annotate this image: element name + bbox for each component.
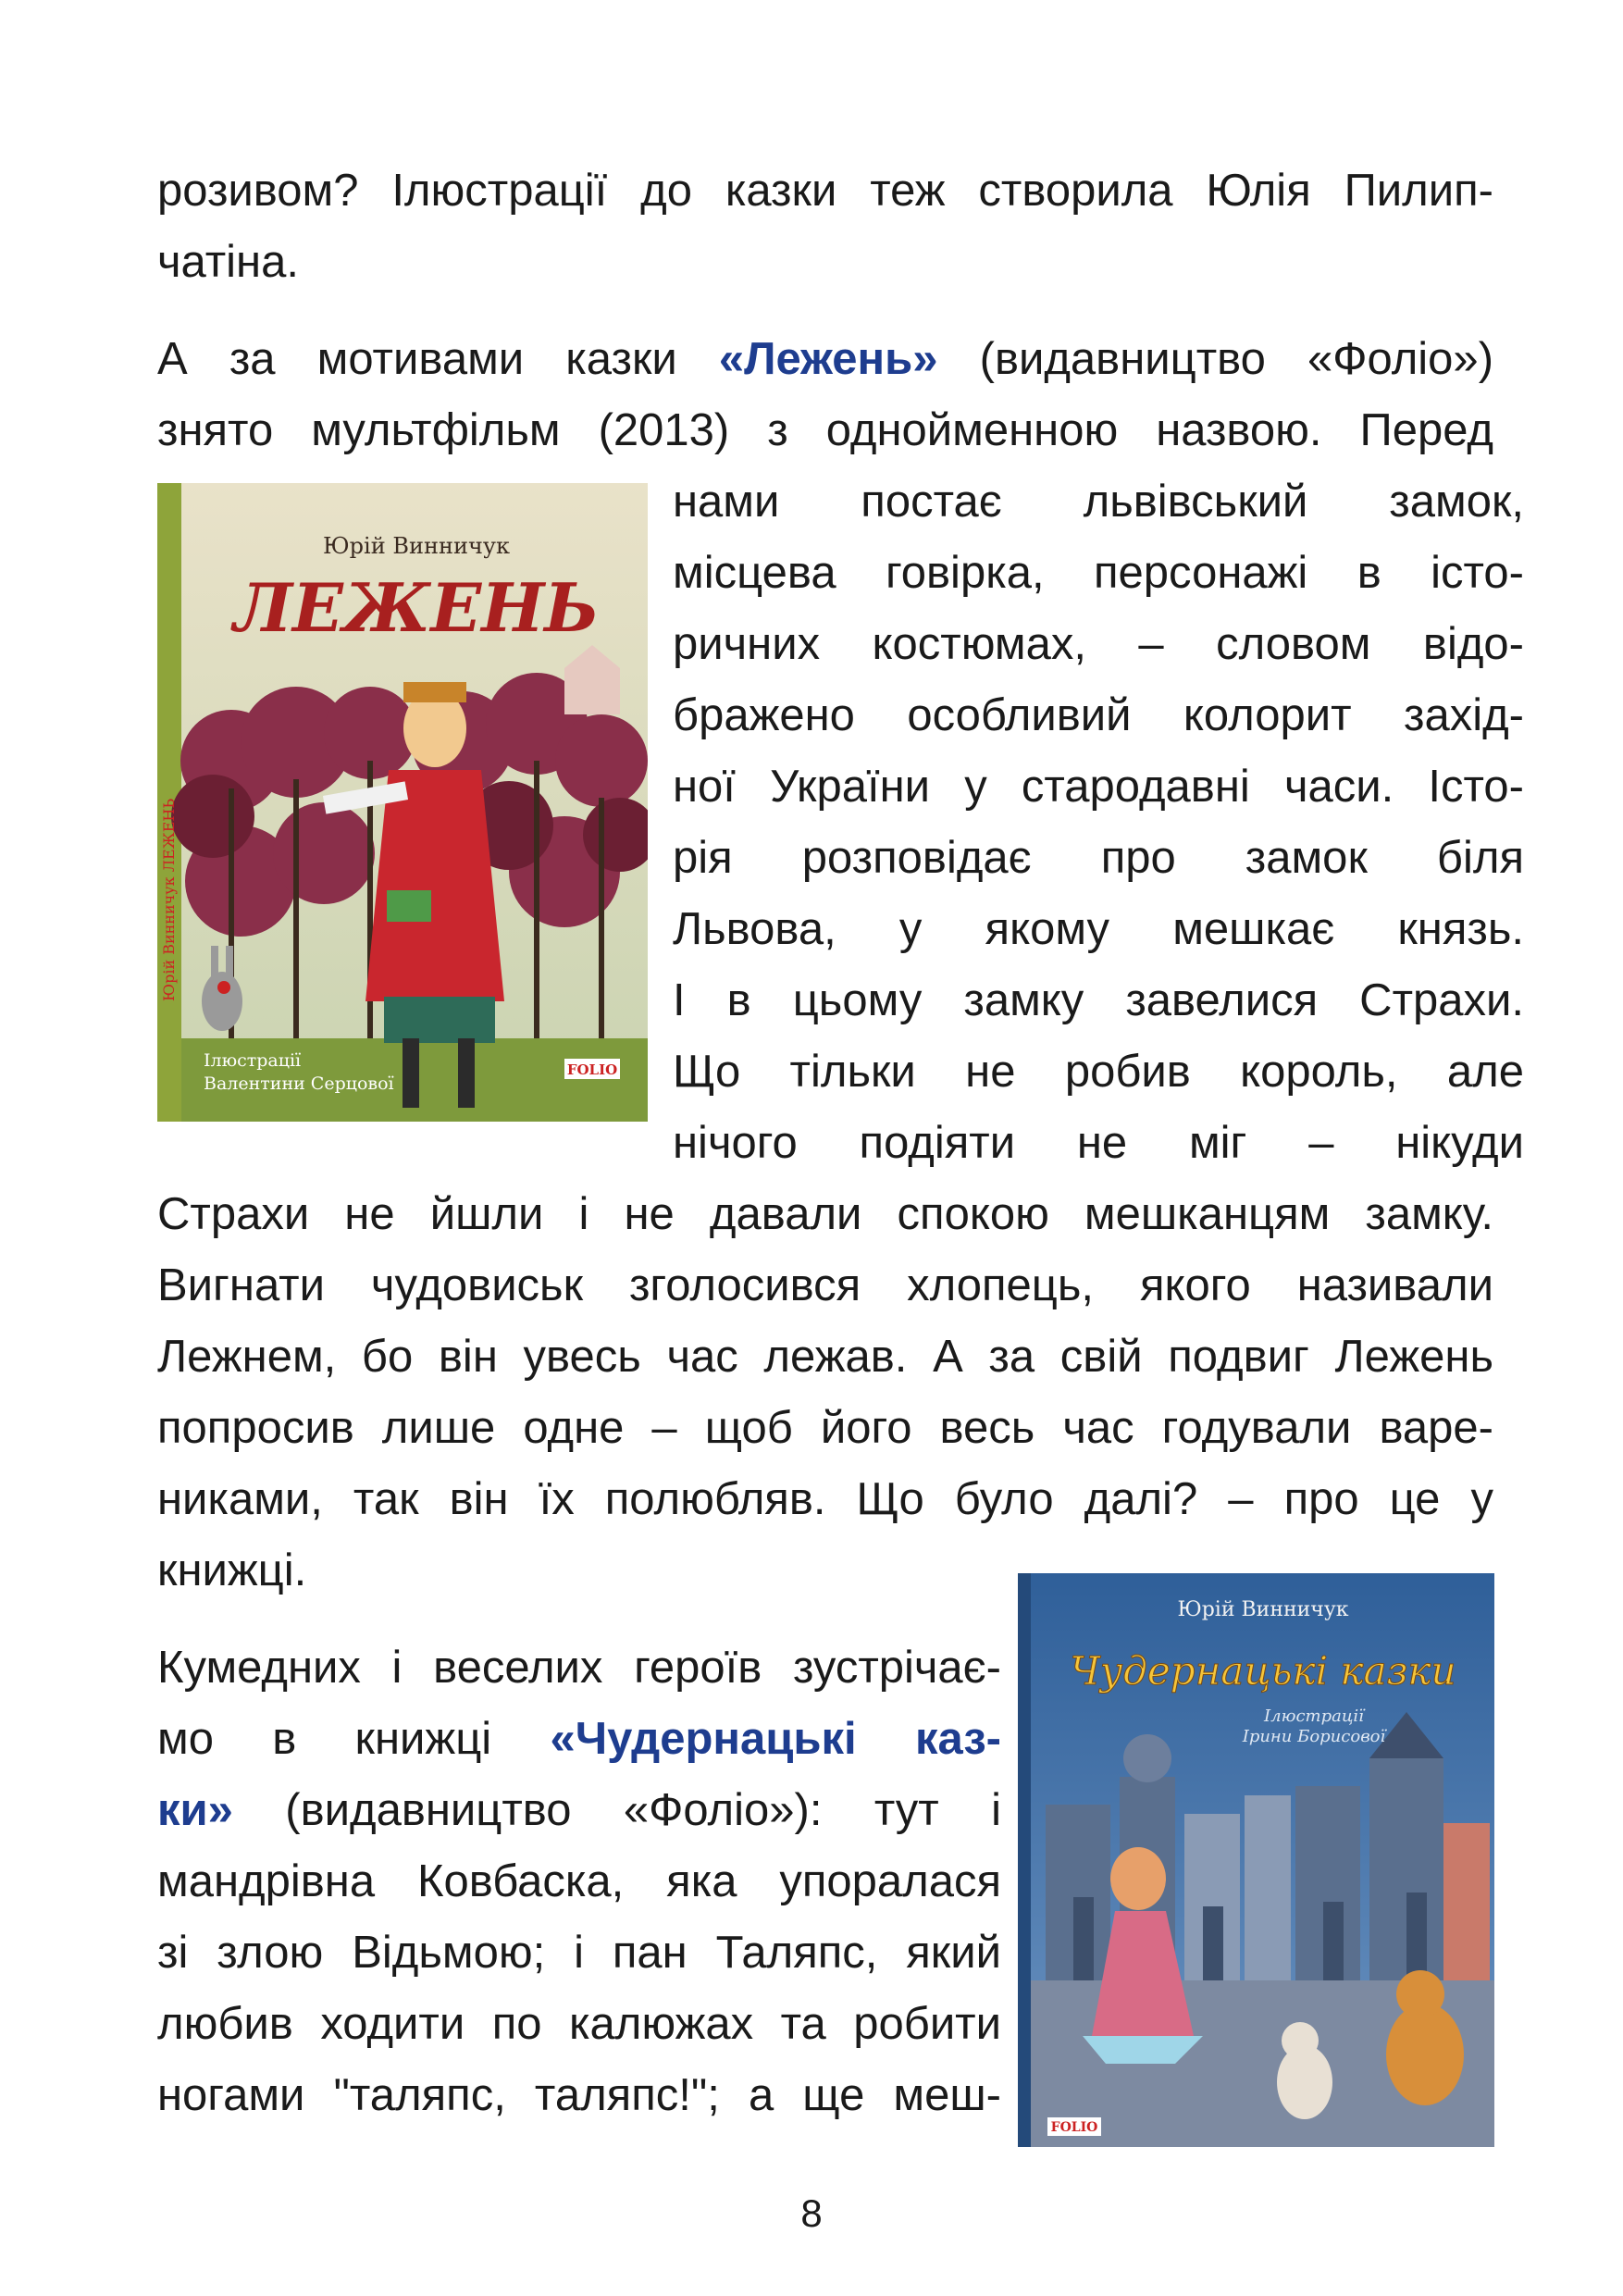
book-cover-lezhen-art xyxy=(157,483,648,1122)
book1-title: ЛЕЖЕНЬ xyxy=(233,568,600,647)
book-title-chudernatski: «Чудернацькі каз- xyxy=(550,1714,1001,1764)
book-cover-chudernatski xyxy=(1018,1573,1494,2147)
text-line: Кумедних і веселих героїв зустрічає- xyxy=(157,1643,1001,1693)
text-line: знято мультфільм (2013) з однойменною назвою. Перед xyxy=(157,405,1493,455)
text-line: Що тільки не робив король, але xyxy=(673,1047,1524,1097)
text-line: ногами "таляпс, таляпс!"; а ще меш- xyxy=(157,2070,1001,2120)
text-line xyxy=(157,324,1493,395)
text-span: мо в книжці xyxy=(157,1714,551,1764)
text-line: рія розповідає про замок біля xyxy=(673,833,1524,883)
text-span: (видавництво «Фоліо») xyxy=(937,334,1494,384)
book2-author: Юрій Винничук xyxy=(1177,1598,1349,1621)
text-line xyxy=(157,1704,1001,1775)
book1-illustrator-line2: Валентини Серцової xyxy=(204,1074,394,1094)
text-line: любив ходити по калюжах та робити xyxy=(157,1999,1001,2049)
book1-publisher: FOLIO xyxy=(566,1061,618,1078)
text-span: (видавництво «Фоліо»): тут і xyxy=(232,1785,1001,1835)
text-line: Вигнати чудовиськ зголосився хлопець, якого називали xyxy=(157,1260,1493,1310)
book2-publisher: FOLIO xyxy=(1050,2120,1098,2135)
book-title-chudernatski-cont: ки» xyxy=(157,1785,233,1835)
text-line: місцева говірка, персонажі в істо- xyxy=(673,548,1524,598)
text-line: чатіна. xyxy=(157,237,299,287)
book-cover-lezhen xyxy=(157,483,648,1122)
book1-illustrator-line1: Ілюстрації xyxy=(204,1050,302,1071)
book2-illustrator-line1: Ілюстрації xyxy=(1264,1706,1364,1726)
book2-title: Чудернацькі казки xyxy=(1070,1648,1456,1694)
text-line: зі злою Відьмою; і пан Таляпс, який xyxy=(157,1928,1001,1978)
text-span: А за мотивами казки xyxy=(157,334,719,384)
book-cover-chudernatski-art xyxy=(1018,1573,1494,2147)
text-line xyxy=(157,1775,1001,1846)
text-line: попросив лише одне – щоб його весь час годували варе- xyxy=(157,1403,1493,1453)
text-line: бражено особливий колорит захід- xyxy=(673,690,1524,740)
text-line: никами, так він їх полюбляв. Що було далі? – про це у xyxy=(157,1474,1493,1524)
text-line: Страхи не йшли і не давали спокою мешканцям замку. xyxy=(157,1189,1493,1239)
text-line: книжці. xyxy=(157,1545,307,1595)
text-line: нами постає львівський замок, xyxy=(673,477,1524,527)
text-line: мандрівна Ковбаска, яка упоралася xyxy=(157,1856,1001,1906)
text-line: розивом? Ілюстрації до казки теж створила Юлія Пилип- xyxy=(157,166,1493,216)
book1-author: Юрій Винничук xyxy=(323,533,510,559)
text-line: ної України у стародавні часи. Істо- xyxy=(673,762,1524,812)
text-line: Лежнем, бо він увесь час лежав. А за свій подвиг Лежень xyxy=(157,1332,1493,1382)
book-title-lezhen: «Лежень» xyxy=(718,334,938,384)
text-line: ричних костюмах, – словом відо- xyxy=(673,619,1524,669)
text-line: Львова, у якому мешкає князь. xyxy=(673,904,1524,954)
page-number: 8 xyxy=(800,2191,823,2235)
book2-illustrator-line2: Ірини Борисової xyxy=(1242,1727,1386,1746)
text-line: І в цьому замку завелися Страхи. xyxy=(673,975,1524,1025)
text-line: нічого подіяти не міг – нікуди xyxy=(673,1118,1524,1168)
book1-spine-text: Юрій Винничук ЛЕЖЕНЬ xyxy=(160,798,178,1001)
